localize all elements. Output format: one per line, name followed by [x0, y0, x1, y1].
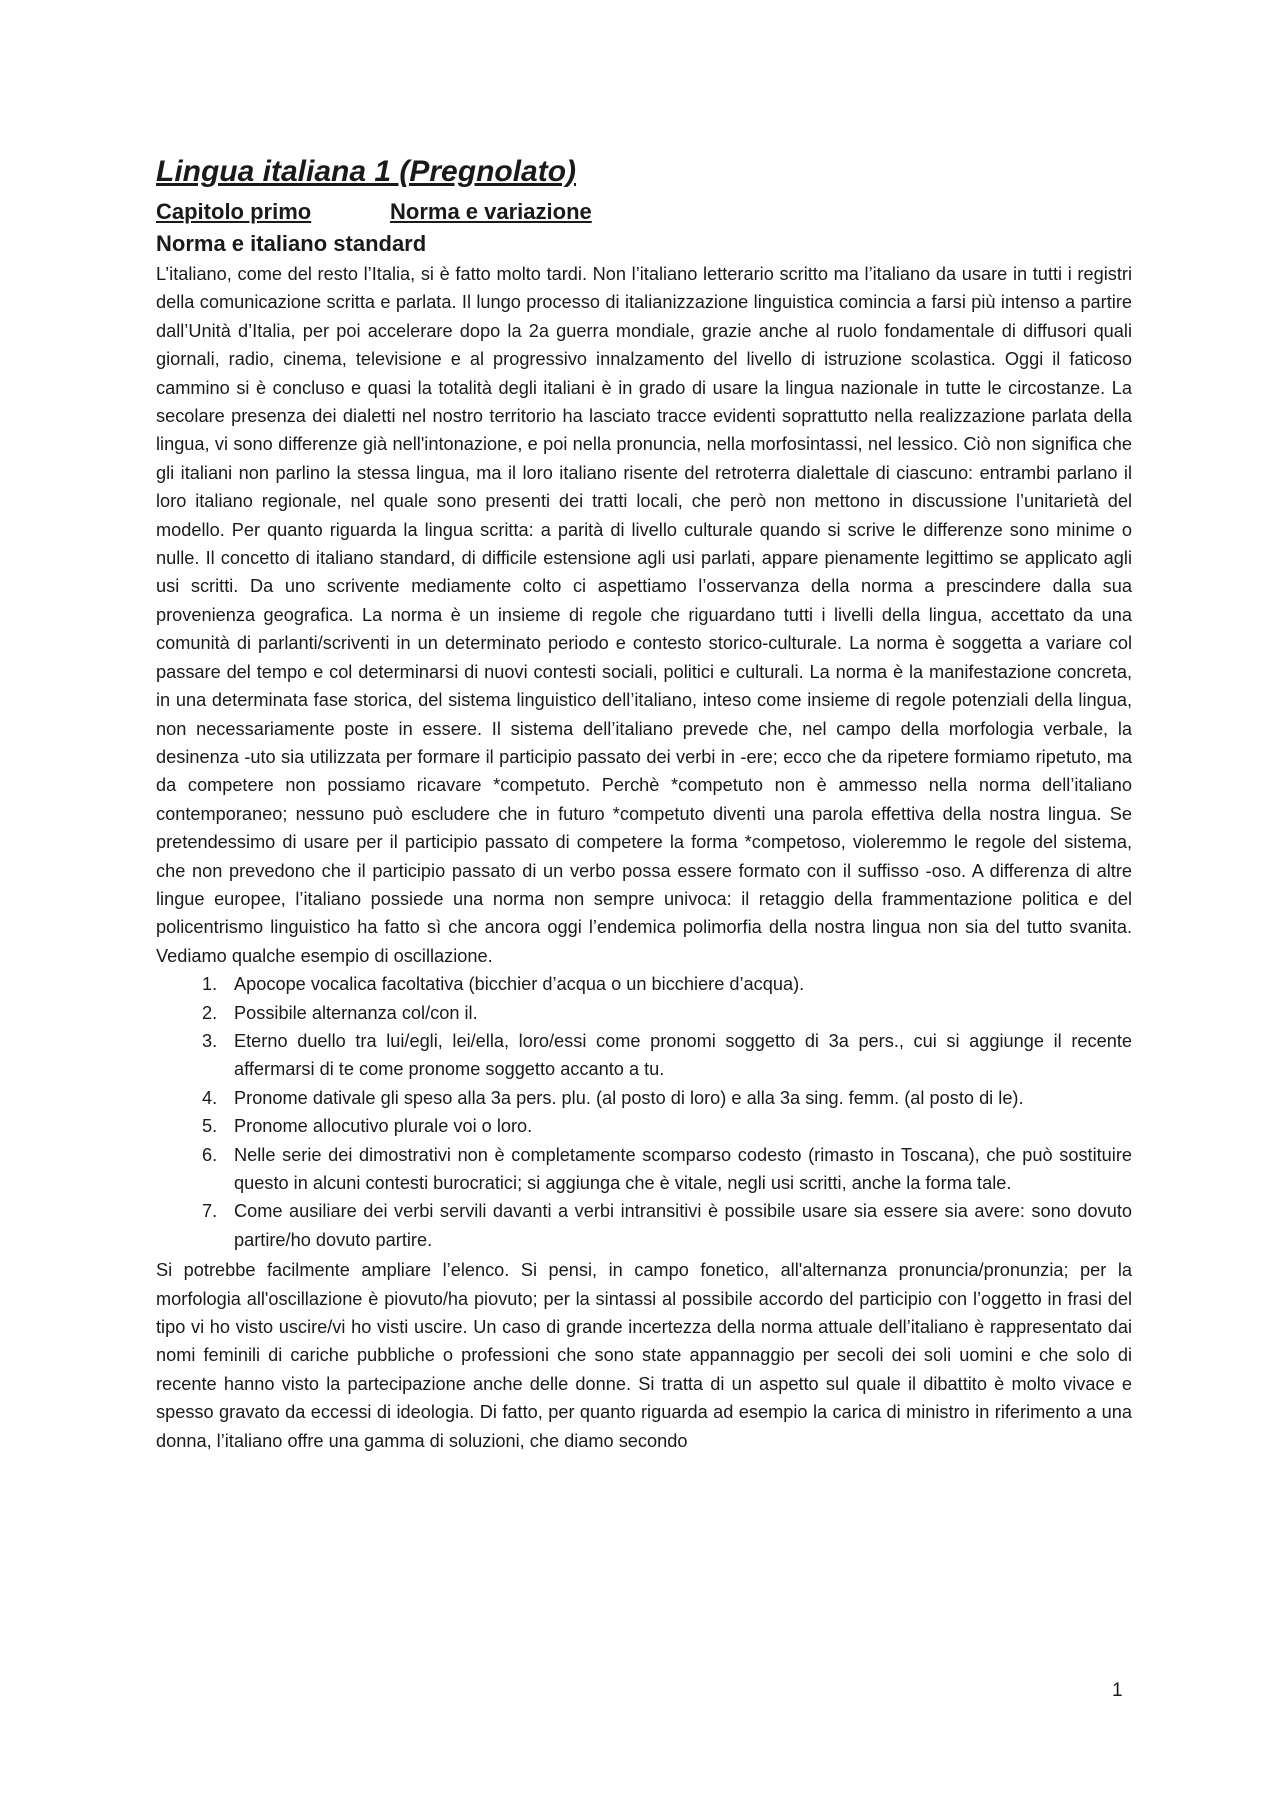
list-item: [156, 999, 1132, 1027]
list-item-number: 4.: [202, 1087, 218, 1108]
chapter-heading: [156, 198, 1132, 226]
list-item: [156, 1197, 1132, 1254]
list-item: [156, 1027, 1132, 1084]
document-page: [156, 154, 1132, 1455]
list-item-number: 5.: [202, 1116, 218, 1137]
list-item-text: Nelle serie dei dimostrativi non è completamente scomparso codesto (rimasto in Toscana), che può sostituire questo in alcuni contesti burocratici; si aggiunga che è vitale, negli usi scritti, anche la forma tale.: [234, 1144, 1132, 1193]
body-paragraph-1: L’italiano, come del resto l’Italia, si è fatto molto tardi. Non l’italiano letterario scritto ma l’italiano da usare in tutti i registri della comunicazione scritta e parlata. Il lungo processo di italianizzazione linguistica comincia a farsi più intenso a partire dall’Unità d’Italia, per poi accelerare dopo la 2a guerra mondiale, grazie anche al ruolo fondamentale di diffusori quali giornali, radio, cinema, televisione e al progressivo innalzamento del livello di istruzione scolastica. Oggi il faticoso cammino si è concluso e quasi la totalità degli italiani è in grado di usare la lingua nazionale in tutte le circostanze. La secolare presenza dei dialetti nel nostro territorio ha lasciato tracce evidenti soprattutto nella realizzazione parlata della lingua, vi sono differenze già nell'intonazione, e poi nella pronuncia, nella morfosintassi, nel lessico. Ciò non significa che gli italiani non parlino la stessa lingua, ma il loro italiano risente del retroterra dialettale di ciascuno: entrambi parlano il loro italiano regionale, nel quale sono presenti dei tratti locali, che però non mettono in discussione l’unitarietà del modello. Per quanto riguarda la lingua scritta: a parità di livello culturale quando si scrive le differenze sono minime o nulle. Il concetto di italiano standard, di difficile estensione agli usi parlati, appare pienamente legittimo se applicato agli usi scritti. Da uno scrivente mediamente colto ci aspettiamo l’osservanza della norma a prescindere dalla sua provenienza geografica. La norma è un insieme di regole che riguardano tutti i livelli della lingua, accettato da una comunità di parlanti/scriventi in un determinato periodo e contesto storico-culturale. La norma è soggetta a variare col passare del tempo e col determinarsi di nuovi contesti sociali, politici e culturali. La norma è la manifestazione concreta, in una determinata fase storica, del sistema linguistico dell’italiano, inteso come insieme di regole potenziali della lingua, non necessariamente poste in essere. Il sistema dell’italiano prevede che, nel campo della morfologia verbale, la desinenza -uto sia utilizzata per formare il participio passato dei verbi in -ere; ecco che da ripetere formiamo ripetuto, ma da competere non possiamo ricavare *competuto. Perchè *competuto non è ammesso nella norma dell’italiano contemporaneo; nessuno può escludere che in futuro *competuto diventi una parola effettiva della nostra lingua. Se pretendessimo di usare per il participio passato di competere la forma *competoso, violeremmo le regole del sistema, che non prevedono che il participio passato di un verbo possa essere formato con il suffisso -oso. A differenza di altre lingue europee, l’italiano possiede una norma non sempre univoca: il retaggio della frammentazione politica e del policentrismo linguistico ha fatto sì che ancora oggi l’endemica polimorfia della nostra lingua non sia del tutto svanita. Vediamo qualche esempio di oscillazione.: [156, 264, 1132, 966]
list-item-text: Come ausiliare dei verbi servili davanti a verbi intransitivi è possibile usare sia essere sia avere: sono dovuto partire/ho dovuto partire.: [234, 1201, 1132, 1250]
list-item-number: 6.: [202, 1144, 218, 1165]
list-item-text: Possibile alternanza col/con il.: [234, 1002, 478, 1023]
list-item-text: Apocope vocalica facoltativa (bicchier d’acqua o un bicchiere d’acqua).: [234, 974, 805, 995]
list-item-number: 2.: [202, 1002, 218, 1023]
chapter-title: Norma e variazione: [390, 199, 592, 224]
list-item-number: 7.: [202, 1201, 218, 1222]
list-item: [156, 970, 1132, 998]
list-item-number: 3.: [202, 1030, 218, 1051]
list-item-text: Pronome dativale gli speso alla 3a pers. plu. (al posto di loro) e alla 3a sing. femm. (al posto di le).: [234, 1087, 1024, 1108]
list-item: [156, 1084, 1132, 1112]
body-paragraph-2: Si potrebbe facilmente ampliare l’elenco. Si pensi, in campo fonetico, all'alternanza pronuncia/pronunzia; per la morfologia all'oscillazione è piovuto/ha piovuto; per la sintassi al possibile accordo del participio con l’oggetto in frasi del tipo vi ho visto uscire/vi ho visti uscire. Un caso di grande incertezza della norma attuale dell’italiano è rappresentato dai nomi feminili di cariche pubbliche o professioni che sono state appannaggio per secoli dei soli uomini e che solo di recente hanno visto la partecipazione anche delle donne. Si tratta di un aspetto sul quale il dibattito è molto vivace e spesso gravato da eccessi di ideologia. Di fatto, per quanto riguarda ad esempio la carica di ministro in riferimento a una donna, l’italiano offre una gamma di soluzioni, che diamo secondo: [156, 1260, 1132, 1451]
document-title: Lingua italiana 1 (Pregnolato): [156, 155, 577, 188]
oscillation-list: [156, 970, 1132, 1254]
list-item-number: 1.: [202, 974, 218, 995]
list-item-text: Eterno duello tra lui/egli, lei/ella, loro/essi come pronomi soggetto di 3a pers., cui si aggiunge il recente affermarsi di te come pronome soggetto accanto a tu.: [234, 1030, 1132, 1080]
list-item-text: Pronome allocutivo plurale voi o loro.: [234, 1116, 533, 1137]
chapter-label: Capitolo primo: [156, 199, 312, 224]
section-heading: Norma e italiano standard: [156, 231, 427, 256]
list-item: [156, 1141, 1132, 1198]
list-item: [156, 1112, 1132, 1140]
page-number: 1: [1112, 1680, 1123, 1701]
